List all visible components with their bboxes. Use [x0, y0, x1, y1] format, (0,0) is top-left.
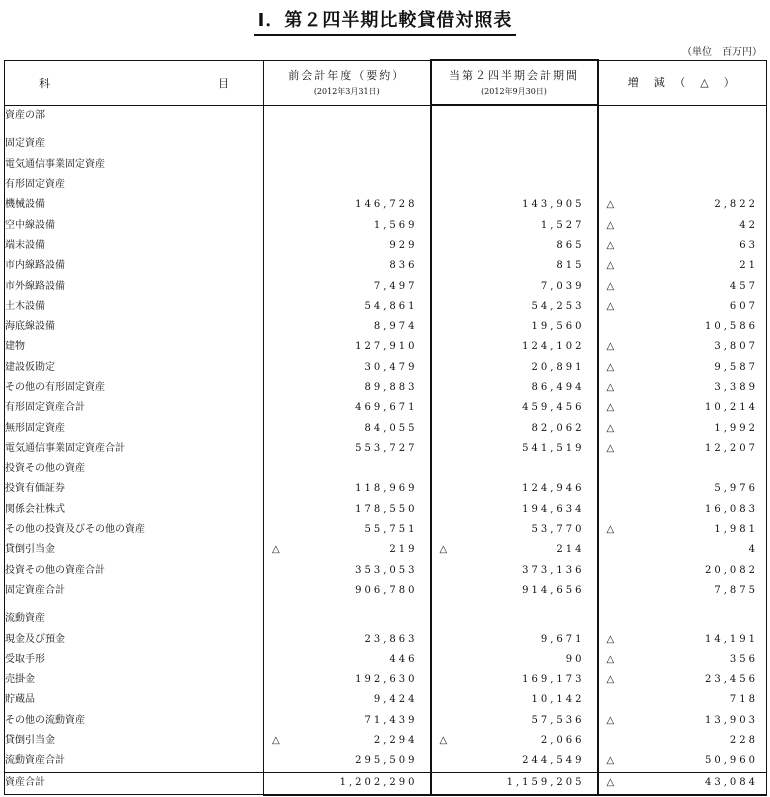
account-name: 関係会社株式 — [5, 500, 264, 520]
change-value: 718 — [729, 694, 758, 706]
negative-mark: △ — [606, 219, 615, 231]
table-row — [5, 520, 767, 540]
table-row — [5, 195, 767, 215]
negative-mark: △ — [606, 239, 615, 251]
change-value: 4 — [748, 544, 758, 556]
change-value: 42 — [739, 219, 758, 231]
prev-value: 89,883 — [364, 382, 418, 393]
change-value: 2,822 — [714, 199, 758, 211]
change-value-cell — [598, 520, 767, 540]
current-value-cell — [431, 731, 598, 751]
current-value: 53,770 — [531, 524, 585, 536]
account-name: その他の有形固定資産 — [5, 378, 264, 398]
current-value-cell — [431, 581, 598, 601]
prev-value: 469,671 — [355, 402, 418, 414]
table-row — [5, 105, 767, 126]
current-value: 914,656 — [522, 584, 585, 596]
change-value: 63 — [739, 239, 758, 251]
change-value-cell — [598, 711, 767, 731]
table-row — [5, 711, 767, 731]
change-value-cell — [598, 561, 767, 581]
change-value: 50,960 — [705, 755, 758, 767]
prev-value: 353,053 — [355, 564, 418, 576]
change-value-cell — [598, 540, 767, 560]
current-value-cell — [431, 195, 598, 215]
table-row — [5, 276, 767, 296]
negative-mark: △ — [606, 300, 615, 312]
current-value-cell — [431, 378, 598, 398]
negative-mark: △ — [606, 361, 615, 373]
negative-mark: △ — [606, 674, 615, 686]
change-value: 356 — [729, 653, 758, 665]
account-name: 機械設備 — [5, 195, 264, 215]
negative-mark: △ — [606, 442, 615, 454]
change-value-cell — [598, 581, 767, 601]
table-row — [5, 317, 767, 337]
prev-value: 55,751 — [364, 524, 418, 536]
account-name: 電気通信事業固定資産 — [5, 155, 264, 175]
change-value-cell — [598, 439, 767, 459]
account-name: 貸倒引当金 — [5, 731, 264, 751]
table-row — [5, 155, 767, 175]
prev-value-cell — [264, 155, 431, 175]
current-value-cell — [431, 711, 598, 731]
prev-value: 2,294 — [373, 735, 418, 747]
change-value-cell — [598, 175, 767, 195]
change-value: 1,981 — [714, 524, 758, 536]
negative-mark: △ — [606, 199, 615, 211]
current-value: 2,066 — [540, 735, 585, 747]
prev-value-cell — [264, 439, 431, 459]
change-value-cell — [598, 479, 767, 499]
table-row — [5, 581, 767, 601]
prev-value: 8,974 — [373, 321, 418, 333]
account-name: 投資有価証券 — [5, 479, 264, 499]
prev-value: 553,727 — [355, 442, 418, 454]
prev-value: 295,509 — [355, 755, 418, 767]
change-value: 13,903 — [705, 714, 758, 726]
header-prev-date: (2012年3月31日) — [313, 86, 380, 96]
change-value-cell — [598, 629, 767, 649]
table-row — [5, 731, 767, 751]
change-value-cell — [598, 650, 767, 670]
table-row — [5, 690, 767, 710]
account-name: 端末設備 — [5, 236, 264, 256]
header-kamoku-right: 目 — [218, 76, 229, 90]
account-name: 有形固定資産 — [5, 175, 264, 195]
prev-value: 23,863 — [364, 633, 418, 645]
table-row — [5, 236, 767, 256]
prev-value-cell — [264, 317, 431, 337]
account-name: その他の流動資産 — [5, 711, 264, 731]
table-row — [5, 215, 767, 235]
account-name: 建物 — [5, 337, 264, 357]
current-value-cell — [431, 609, 598, 629]
table-row — [5, 670, 767, 690]
change-value: 3,807 — [714, 341, 758, 353]
change-value-cell — [598, 155, 767, 175]
account-name: 投資その他の資産合計 — [5, 561, 264, 581]
change-value-cell — [598, 690, 767, 710]
change-value: 5,976 — [714, 483, 758, 495]
change-value: 16,083 — [705, 503, 758, 515]
account-name: 市内線路設備 — [5, 256, 264, 276]
header-current-period — [431, 60, 598, 105]
change-value-cell — [598, 772, 767, 795]
current-value: 90 — [565, 653, 585, 665]
prev-value-cell — [264, 126, 431, 134]
current-value-cell — [431, 418, 598, 438]
current-value: 1,527 — [540, 219, 585, 231]
prev-value: 219 — [389, 544, 418, 556]
account-name — [5, 126, 264, 134]
table-row — [5, 540, 767, 560]
current-value-cell — [431, 337, 598, 357]
change-value-cell — [598, 195, 767, 215]
prev-value-cell — [264, 459, 431, 479]
change-value-cell — [598, 126, 767, 134]
prev-value-cell — [264, 629, 431, 649]
negative-mark: △ — [606, 280, 615, 292]
current-value: 815 — [556, 260, 585, 272]
prev-value-cell — [264, 500, 431, 520]
prev-value: 446 — [389, 653, 418, 665]
current-value: 1,159,205 — [506, 777, 585, 788]
current-value-cell — [431, 256, 598, 276]
change-value-cell — [598, 500, 767, 520]
prev-value-cell — [264, 236, 431, 256]
prev-value: 1,569 — [373, 219, 418, 231]
prev-value: 127,910 — [355, 341, 418, 353]
change-value-cell — [598, 670, 767, 690]
current-value-cell — [431, 398, 598, 418]
negative-mark: △ — [606, 714, 615, 726]
account-name: 固定資産 — [5, 134, 264, 154]
current-value: 7,039 — [540, 280, 585, 292]
table-row — [5, 358, 767, 378]
table-row — [5, 398, 767, 418]
prev-value-cell — [264, 418, 431, 438]
negative-mark: △ — [606, 422, 615, 434]
change-value: 7,875 — [714, 584, 758, 596]
prev-value-cell — [264, 581, 431, 601]
change-value: 10,214 — [705, 402, 758, 414]
prev-value-cell — [264, 215, 431, 235]
prev-value-cell — [264, 378, 431, 398]
account-name: 売掛金 — [5, 670, 264, 690]
prev-value: 30,479 — [364, 361, 418, 373]
change-value: 3,389 — [714, 382, 758, 393]
change-value: 12,207 — [705, 442, 758, 454]
current-value-cell — [431, 155, 598, 175]
header-prev-period — [264, 60, 431, 105]
table-row — [5, 175, 767, 195]
change-value-cell — [598, 418, 767, 438]
change-value-cell — [598, 276, 767, 296]
prev-value-cell — [264, 175, 431, 195]
current-value-cell — [431, 500, 598, 520]
change-value-cell — [598, 609, 767, 629]
account-name: 現金及び預金 — [5, 629, 264, 649]
account-name: 貯蔵品 — [5, 690, 264, 710]
negative-mark: △ — [606, 402, 615, 414]
prev-value-cell — [264, 609, 431, 629]
current-value: 194,634 — [522, 503, 585, 515]
current-value-cell — [431, 751, 598, 772]
table-row — [5, 561, 767, 581]
change-value-cell — [598, 398, 767, 418]
prev-value: 178,550 — [355, 503, 418, 515]
account-name: 市外線路設備 — [5, 276, 264, 296]
change-value: 23,456 — [705, 674, 758, 686]
current-value-cell — [431, 105, 598, 126]
current-value-cell — [431, 358, 598, 378]
prev-value-cell — [264, 398, 431, 418]
prev-value-cell — [264, 105, 431, 126]
negative-mark: △ — [606, 653, 615, 665]
prev-value-cell — [264, 479, 431, 499]
change-value-cell — [598, 134, 767, 154]
change-value-cell — [598, 317, 767, 337]
current-value-cell — [431, 540, 598, 560]
current-value-cell — [431, 439, 598, 459]
account-name: 貸倒引当金 — [5, 540, 264, 560]
prev-value-cell — [264, 751, 431, 772]
title-wrap — [0, 6, 770, 36]
negative-mark: △ — [439, 544, 448, 556]
current-value: 86,494 — [531, 382, 585, 393]
negative-mark: △ — [272, 735, 280, 747]
negative-mark: △ — [606, 633, 615, 645]
prev-value-cell — [264, 297, 431, 317]
table-row — [5, 297, 767, 317]
current-value-cell — [431, 175, 598, 195]
account-name: 有形固定資産合計 — [5, 398, 264, 418]
page-title: Ⅰ．第２四半期比較貸借対照表 — [254, 6, 517, 36]
negative-mark: △ — [606, 260, 615, 272]
unit-note: （単位 百万円） — [682, 47, 762, 58]
negative-mark: △ — [606, 755, 615, 767]
prev-value-cell — [264, 256, 431, 276]
table-row — [5, 751, 767, 772]
prev-value: 54,861 — [364, 300, 418, 312]
change-value-cell — [598, 751, 767, 772]
spacer-row — [5, 601, 767, 609]
prev-value: 929 — [389, 239, 418, 251]
table-row — [5, 134, 767, 154]
header-curr-date: (2012年9月30日) — [481, 86, 547, 96]
current-value-cell — [431, 317, 598, 337]
change-value-cell — [598, 378, 767, 398]
prev-value: 1,202,290 — [339, 777, 418, 788]
prev-value-cell — [264, 731, 431, 751]
current-value: 124,946 — [522, 483, 585, 495]
negative-mark: △ — [272, 544, 280, 556]
change-value: 228 — [729, 735, 758, 747]
header-diff-main: 増 減 （ △ ） — [627, 76, 737, 89]
current-value: 82,062 — [531, 422, 585, 434]
current-value: 169,173 — [522, 674, 585, 686]
current-value-cell — [431, 134, 598, 154]
prev-value-cell — [264, 561, 431, 581]
negative-mark: △ — [439, 735, 448, 747]
header-curr-main: 当第２四半期会計期間 — [449, 68, 579, 82]
change-value: 607 — [729, 300, 758, 312]
total-row — [5, 772, 767, 795]
change-value: 21 — [739, 260, 758, 272]
prev-value: 84,055 — [364, 422, 418, 434]
current-value: 10,142 — [531, 694, 585, 706]
prev-value: 192,630 — [355, 674, 418, 686]
current-value-cell — [431, 629, 598, 649]
change-value: 10,586 — [705, 321, 758, 333]
change-value: 20,082 — [705, 564, 758, 576]
prev-value: 906,780 — [355, 584, 418, 596]
prev-value-cell — [264, 670, 431, 690]
change-value-cell — [598, 731, 767, 751]
current-value: 57,536 — [531, 714, 585, 726]
current-value-cell — [431, 297, 598, 317]
current-value: 143,905 — [522, 199, 585, 211]
table-row — [5, 439, 767, 459]
current-value-cell — [431, 236, 598, 256]
account-name: 資産の部 — [5, 105, 264, 126]
current-value-cell — [431, 690, 598, 710]
change-value: 9,587 — [714, 361, 758, 373]
change-value-cell — [598, 601, 767, 609]
negative-mark: △ — [606, 524, 615, 536]
prev-value: 118,969 — [355, 483, 418, 495]
account-name: 無形固定資産 — [5, 418, 264, 438]
current-value: 459,456 — [522, 402, 585, 414]
current-value: 214 — [556, 544, 585, 556]
header-kamoku-left: 科 — [39, 76, 50, 90]
change-value-cell — [598, 215, 767, 235]
table-row — [5, 500, 767, 520]
change-value-cell — [598, 297, 767, 317]
current-value-cell — [431, 650, 598, 670]
current-value: 541,519 — [522, 442, 585, 454]
account-name: 電気通信事業固定資産合計 — [5, 439, 264, 459]
prev-value-cell — [264, 358, 431, 378]
table-row — [5, 418, 767, 438]
change-value-cell — [598, 105, 767, 126]
header-kamoku — [5, 60, 264, 105]
account-name: 資産合計 — [5, 772, 264, 795]
header-change — [598, 60, 767, 105]
prev-value: 9,424 — [373, 694, 418, 706]
current-value: 373,136 — [522, 564, 585, 576]
table-row — [5, 629, 767, 649]
current-value-cell — [431, 772, 598, 795]
account-name: 流動資産合計 — [5, 751, 264, 772]
prev-value-cell — [264, 520, 431, 540]
current-value-cell — [431, 276, 598, 296]
table-row — [5, 479, 767, 499]
negative-mark: △ — [606, 777, 615, 788]
account-name: 流動資産 — [5, 609, 264, 629]
table-row — [5, 256, 767, 276]
change-value: 457 — [729, 280, 758, 292]
account-name: 空中線設備 — [5, 215, 264, 235]
current-value-cell — [431, 670, 598, 690]
account-name: 投資その他の資産 — [5, 459, 264, 479]
prev-value-cell — [264, 650, 431, 670]
change-value: 1,992 — [714, 422, 758, 434]
account-name — [5, 601, 264, 609]
prev-value-cell — [264, 690, 431, 710]
prev-value-cell — [264, 772, 431, 795]
account-name: その他の投資及びその他の資産 — [5, 520, 264, 540]
current-value: 19,560 — [531, 321, 585, 333]
table-row — [5, 337, 767, 357]
table-row — [5, 609, 767, 629]
account-name: 土木設備 — [5, 297, 264, 317]
current-value: 20,891 — [531, 361, 585, 373]
negative-mark: △ — [606, 341, 615, 353]
table-row — [5, 378, 767, 398]
current-value: 244,549 — [522, 755, 585, 767]
account-name: 固定資産合計 — [5, 581, 264, 601]
spacer-row — [5, 126, 767, 134]
prev-value-cell — [264, 540, 431, 560]
current-value: 9,671 — [540, 633, 585, 645]
prev-value: 71,439 — [364, 714, 418, 726]
change-value-cell — [598, 459, 767, 479]
current-value-cell — [431, 459, 598, 479]
header-row — [5, 60, 767, 105]
account-name: 海底線設備 — [5, 317, 264, 337]
prev-value: 146,728 — [355, 199, 418, 211]
change-value-cell — [598, 358, 767, 378]
prev-value-cell — [264, 337, 431, 357]
current-value-cell — [431, 215, 598, 235]
prev-value-cell — [264, 276, 431, 296]
table-body — [5, 105, 767, 795]
header-prev-main: 前会計年度（要約） — [288, 68, 406, 82]
prev-value: 7,497 — [373, 280, 418, 292]
account-name: 受取手形 — [5, 650, 264, 670]
change-value-cell — [598, 236, 767, 256]
prev-value-cell — [264, 134, 431, 154]
current-value: 865 — [556, 239, 585, 251]
prev-value-cell — [264, 195, 431, 215]
current-value-cell — [431, 126, 598, 134]
change-value: 43,084 — [705, 777, 758, 788]
table-row — [5, 650, 767, 670]
current-value: 54,253 — [531, 300, 585, 312]
current-value: 124,102 — [522, 341, 585, 353]
account-name: 建設仮勘定 — [5, 358, 264, 378]
prev-value: 836 — [389, 260, 418, 272]
prev-value-cell — [264, 601, 431, 609]
balance-sheet-table — [4, 59, 767, 796]
current-value-cell — [431, 520, 598, 540]
change-value-cell — [598, 256, 767, 276]
table-row — [5, 459, 767, 479]
current-value-cell — [431, 561, 598, 581]
negative-mark: △ — [606, 382, 615, 393]
change-value: 14,191 — [705, 633, 758, 645]
change-value-cell — [598, 337, 767, 357]
current-value-cell — [431, 601, 598, 609]
current-value-cell — [431, 479, 598, 499]
prev-value-cell — [264, 711, 431, 731]
